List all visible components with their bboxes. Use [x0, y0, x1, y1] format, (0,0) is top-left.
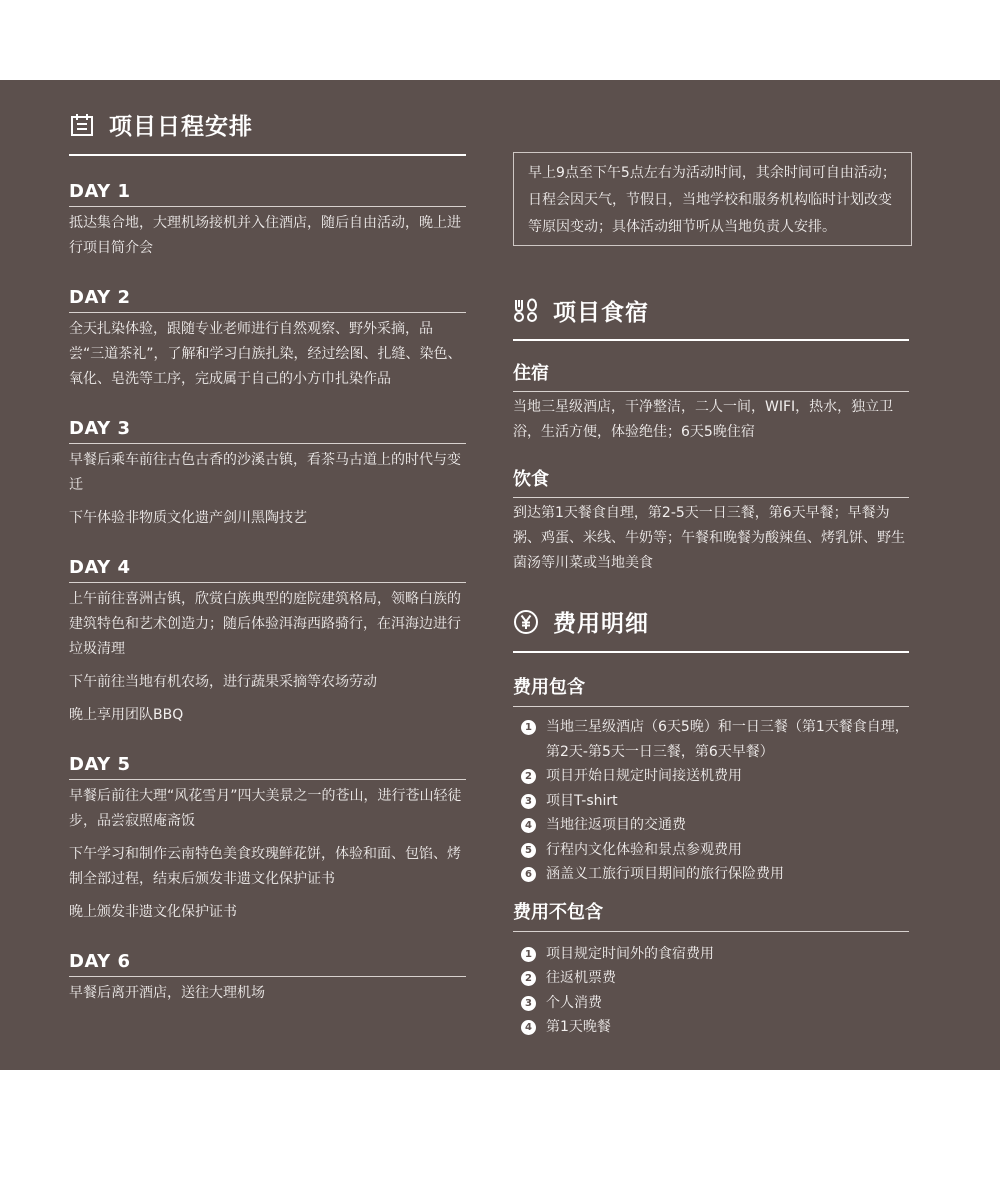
day-text: 晚上颁发非遗文化保护证书 — [69, 904, 237, 920]
fee-list-item — [521, 862, 909, 887]
fee-item-text: 个人消费 — [546, 994, 602, 1011]
stay-text: 当地三星级酒店，干净整洁，二人一间，WIFI，热水，独立卫浴，生活方便，体验绝佳；6天5晚住宿 — [513, 399, 894, 440]
fee-list-item — [521, 991, 909, 1016]
food-rule — [513, 497, 909, 498]
schedule-title — [69, 108, 466, 141]
yuan-icon — [513, 609, 539, 635]
day-block — [69, 287, 466, 392]
fee-item-text: 第1天晚餐 — [546, 1019, 611, 1035]
food-text: 到达第1天餐食自理，第2-5天一日三餐，第6天早餐；早餐为粥、鸡蛋、米线、牛奶等；午餐和晚餐为酸辣鱼、烤乳饼、野生菌汤等川菜或当地美食 — [513, 505, 905, 571]
notice-box — [513, 152, 912, 246]
fee-item-text: 行程内文化体验和景点参观费用 — [546, 841, 742, 858]
number-badge: 3 — [521, 996, 536, 1011]
day-text: 全天扎染体验，跟随专业老师进行自然观察、野外采摘，品尝“三道茶礼”，了解和学习白族扎染，经过绘图、扎缝、染色、氧化、皂洗等工序，完成属于自己的小方巾扎染作品 — [69, 321, 462, 387]
day-block — [69, 181, 466, 261]
fee-list-item — [521, 1015, 909, 1040]
lodging-column — [513, 294, 909, 576]
fees-column — [513, 605, 909, 1040]
stay-heading: 住宿 — [513, 363, 549, 384]
include-list — [513, 715, 909, 887]
day-text: 早餐后前往大理“风花雪月”四大美景之一的苍山，进行苍山轻徒步，品尝寂照庵斋饭 — [69, 788, 462, 829]
content-panel — [0, 80, 1000, 1070]
fee-list-item — [521, 715, 909, 764]
fees-rule — [513, 651, 909, 653]
fee-list-item — [521, 764, 909, 789]
fee-list-item — [521, 966, 909, 991]
include-heading: 费用包含 — [513, 677, 585, 698]
day-block — [69, 418, 466, 531]
day-text: 早餐后乘车前往古色古香的沙溪古镇，看茶马古道上的时代与变迁 — [69, 452, 461, 493]
include-rule — [513, 706, 909, 707]
day-list — [69, 181, 466, 1006]
number-badge: 5 — [521, 843, 536, 858]
day-block — [69, 754, 466, 925]
day-heading: DAY 3 — [69, 418, 131, 439]
schedule-title-text: 项目日程安排 — [109, 114, 253, 140]
number-badge: 2 — [521, 769, 536, 784]
day-rule — [69, 976, 466, 977]
fee-item-text: 项目开始日规定时间接送机费用 — [546, 768, 742, 784]
number-badge: 4 — [521, 818, 536, 833]
number-badge: 1 — [521, 720, 536, 735]
day-heading: DAY 5 — [69, 754, 131, 775]
stay-rule — [513, 391, 909, 392]
day-text: 下午前往当地有机农场，进行蔬果采摘等农场劳动 — [69, 674, 377, 690]
lodging-rule — [513, 339, 909, 341]
fee-list-item — [521, 813, 909, 838]
exclude-rule — [513, 931, 909, 932]
exclude-list — [513, 942, 909, 1040]
day-text: 早餐后离开酒店，送往大理机场 — [69, 985, 265, 1001]
notice-text: 早上9点至下午5点左右为活动时间，其余时间可自由活动；日程会因天气，节假日，当地学校和服务机构临时计划改变等原因变动；具体活动细节听从当地负责人安排。 — [528, 165, 896, 235]
lodging-title-text: 项目食宿 — [553, 300, 649, 326]
fee-item-text: 涵盖义工旅行项目期间的旅行保险费用 — [546, 866, 784, 882]
fees-title — [513, 605, 909, 638]
fee-item-text: 当地往返项目的交通费 — [546, 817, 686, 833]
fee-item-text: 项目T-shirt — [546, 792, 618, 809]
schedule-rule — [69, 154, 466, 156]
fee-item-text: 项目规定时间外的食宿费用 — [546, 945, 714, 962]
day-rule — [69, 582, 466, 583]
utensils-icon — [513, 298, 539, 324]
day-block — [69, 557, 466, 728]
fee-list-item — [521, 942, 909, 967]
number-badge: 3 — [521, 794, 536, 809]
number-badge: 4 — [521, 1020, 536, 1035]
day-heading: DAY 1 — [69, 181, 131, 202]
fees-title-text: 费用明细 — [553, 611, 649, 637]
day-rule — [69, 206, 466, 207]
day-heading: DAY 6 — [69, 951, 131, 972]
day-text: 晚上享用团队BBQ — [69, 707, 184, 723]
day-text: 上午前往喜洲古镇，欣赏白族典型的庭院建筑格局，领略白族的建筑特色和艺术创造力；随后体验洱海西路骑行，在洱海边进行垃圾清理 — [69, 591, 461, 657]
day-heading: DAY 4 — [69, 557, 131, 578]
number-badge: 1 — [521, 947, 536, 962]
exclude-heading: 费用不包含 — [513, 901, 603, 923]
day-rule — [69, 443, 466, 444]
calendar-icon — [69, 112, 95, 138]
lodging-title — [513, 294, 909, 327]
schedule-column — [69, 108, 466, 1006]
day-heading: DAY 2 — [69, 287, 131, 308]
fee-item-text: 当地三星级酒店（6天5晚）和一日三餐（第1天餐食自理，第2天-第5天一日三餐，第6天早餐） — [546, 719, 909, 760]
fee-item-text: 往返机票费 — [546, 970, 616, 986]
day-rule — [69, 312, 466, 313]
food-heading: 饮食 — [513, 469, 549, 490]
fee-list-item — [521, 789, 909, 814]
number-badge: 2 — [521, 971, 536, 986]
fee-list-item — [521, 838, 909, 863]
day-block — [69, 951, 466, 1006]
number-badge: 6 — [521, 867, 536, 882]
day-rule — [69, 779, 466, 780]
day-text: 下午学习和制作云南特色美食玫瑰鲜花饼，体验和面、包馅、烤制全部过程，结束后颁发非遗文化保护证书 — [69, 846, 461, 887]
day-text: 下午体验非物质文化遗产剑川黑陶技艺 — [69, 510, 307, 526]
day-text: 抵达集合地，大理机场接机并入住酒店，随后自由活动，晚上进行项目简介会 — [69, 215, 461, 256]
